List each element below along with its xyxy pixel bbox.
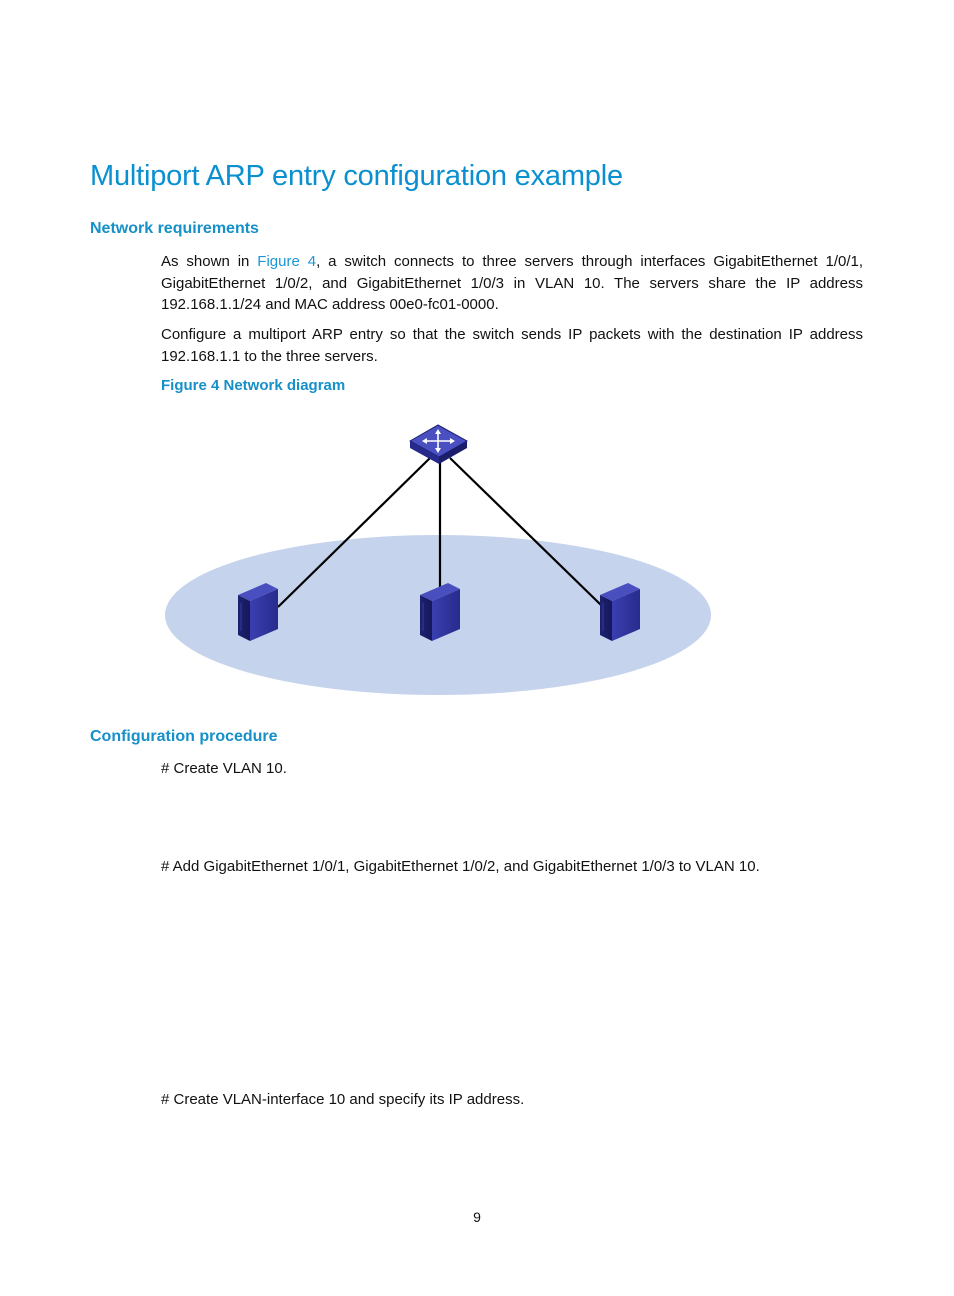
page-number: 9	[473, 1209, 481, 1225]
figure-4-link[interactable]: Figure 4	[257, 253, 317, 270]
para1-text-after: , a switch connects to three servers through interfaces GigabitEthernet 1/0/1, GigabitEthernet 1/0/2, and GigabitEthernet 1/0/3 in VLAN 10. The servers share the IP address 192.168.1.1/24 and MAC address 00e0-fc01-0000.	[161, 253, 864, 313]
step-add-interfaces: # Add GigabitEthernet 1/0/1, GigabitEthernet 1/0/2, and GigabitEthernet 1/0/3 to VLAN 10.	[161, 858, 760, 875]
requirements-paragraph-2: Configure a multiport ARP entry so that the switch sends IP packets with the destination IP address 192.168.1.1 to the three servers.	[161, 326, 863, 365]
configuration-procedure-heading: Configuration procedure	[90, 728, 278, 745]
para1-text-before: As shown in	[161, 253, 258, 270]
section-title: Multiport ARP entry configuration example	[90, 160, 623, 192]
step-create-vlan-interface: # Create VLAN-interface 10 and specify its IP address.	[161, 1091, 525, 1108]
network-requirements-heading: Network requirements	[90, 220, 259, 237]
step-create-vlan: # Create VLAN 10.	[161, 760, 287, 777]
figure-caption: Figure 4 Network diagram	[161, 377, 346, 394]
network-diagram	[160, 415, 720, 705]
requirements-paragraph-1	[161, 251, 863, 316]
layer3-switch-icon	[410, 425, 467, 464]
